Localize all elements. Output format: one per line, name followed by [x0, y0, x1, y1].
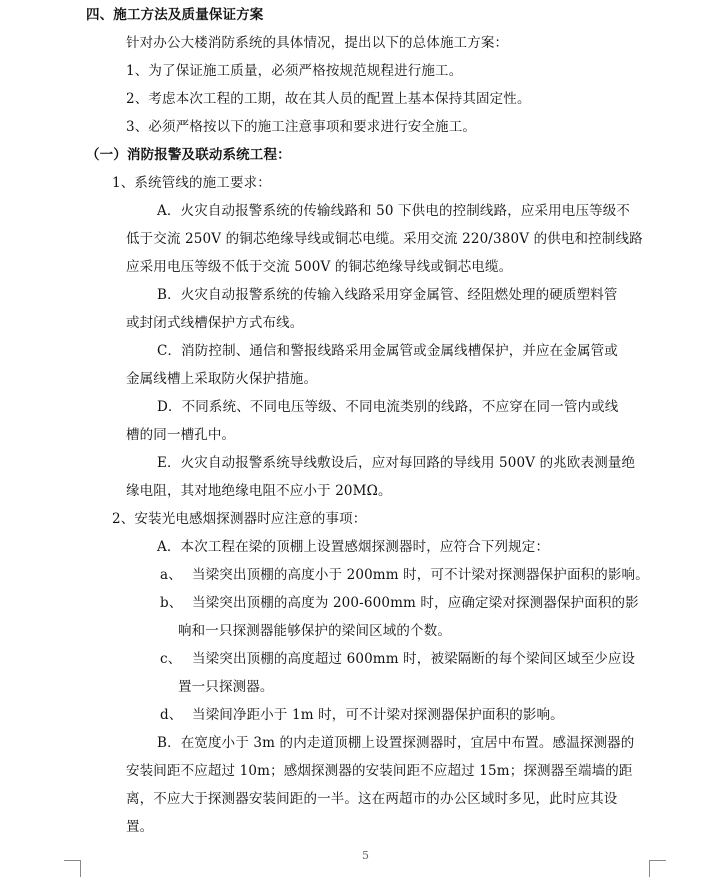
text-line: A．本次工程在梁的顶棚上设置感烟探测器时，应符合下列规定：: [157, 539, 550, 555]
text-line: B．火灾自动报警系统的传输入线路采用穿金属管、经阻燃处理的硬质塑料管: [157, 287, 618, 303]
text-line: 低于交流 250V 的铜芯绝缘导线或铜芯电缆。采用交流 220/380V 的供电和控制线路: [126, 231, 643, 247]
margin-marker-left: [64, 860, 81, 877]
list-marker: d、: [160, 707, 183, 723]
text-line: 缘电阻，其对地绝缘电阻不应小于 20MΩ。: [126, 483, 392, 499]
text-line: 离，不应大于探测器安装间距的一半。这在两超市的办公区域时多见，此时应其设: [126, 791, 618, 807]
section-title: 四、施工方法及质量保证方案: [86, 7, 264, 23]
item-title: 1、系统管线的施工要求：: [112, 175, 271, 191]
text-line: C．消防控制、通信和警报线路采用金属管或金属线槽保护，并应在金属管或: [157, 343, 618, 359]
text-line: A．火灾自动报警系统的传输线路和 50 下供电的控制线路，应采用电压等级不: [157, 203, 631, 219]
text-line: 当梁间净距小于 1m 时，可不计梁对探测器保护面积的影响。: [192, 707, 564, 723]
list-marker: c、: [160, 651, 182, 667]
margin-marker-right: [649, 860, 666, 877]
point-line: 2、考虑本次工程的工期，故在其人员的配置上基本保持其固定性。: [126, 91, 531, 107]
text-line: D．不同系统、不同电压等级、不同电流类别的线路，不应穿在同一管内或线: [157, 399, 619, 415]
text-line: 或封闭式线槽保护方式布线。: [126, 315, 304, 331]
text-line: 当梁突出顶棚的高度超过 600mm 时，被梁隔断的每个梁间区域至少应设: [192, 651, 636, 667]
text-line: 响和一只探测器能够保护的梁间区域的个数。: [178, 623, 451, 639]
intro-paragraph: 针对办公大楼消防系统的具体情况，提出以下的总体施工方案：: [126, 35, 509, 51]
text-line: 金属线槽上采取防火保护措施。: [126, 371, 318, 387]
page-number: 5: [362, 849, 369, 862]
text-line: 安装间距不应超过 10m；感烟探测器的安装间距不应超过 15m；探测器至端墙的距: [126, 763, 633, 779]
subsection-title: （一）消防报警及联动系统工程：: [86, 147, 291, 163]
list-marker: b、: [160, 595, 183, 611]
text-line: 槽的同一槽孔中。: [126, 427, 236, 443]
text-line: 当梁突出顶棚的高度小于 200mm 时，可不计梁对探测器保护面积的影响。: [192, 567, 649, 583]
text-line: 应采用电压等级不低于交流 500V 的铜芯绝缘导线或铜芯电缆。: [126, 259, 513, 275]
point-line: 1、为了保证施工质量，必须严格按规范规程进行施工。: [126, 63, 463, 79]
text-line: B．在宽度小于 3m 的内走道顶棚上设置探测器时，宜居中布置。感温探测器的: [157, 735, 635, 751]
point-line: 3、必须严格按以下的施工注意事项和要求进行安全施工。: [126, 119, 476, 135]
text-line: 置一只探测器。: [178, 679, 274, 695]
text-line: 置。: [126, 819, 154, 835]
text-line: 当梁突出顶棚的高度为 200-600mm 时，应确定梁对探测器保护面积的影: [192, 595, 639, 611]
text-line: E．火灾自动报警系统导线敷设后，应对每回路的导线用 500V 的兆欧表测量绝: [157, 455, 636, 471]
item-title: 2、安装光电感烟探测器时应注意的事项：: [112, 511, 367, 527]
list-marker: a、: [160, 567, 182, 583]
